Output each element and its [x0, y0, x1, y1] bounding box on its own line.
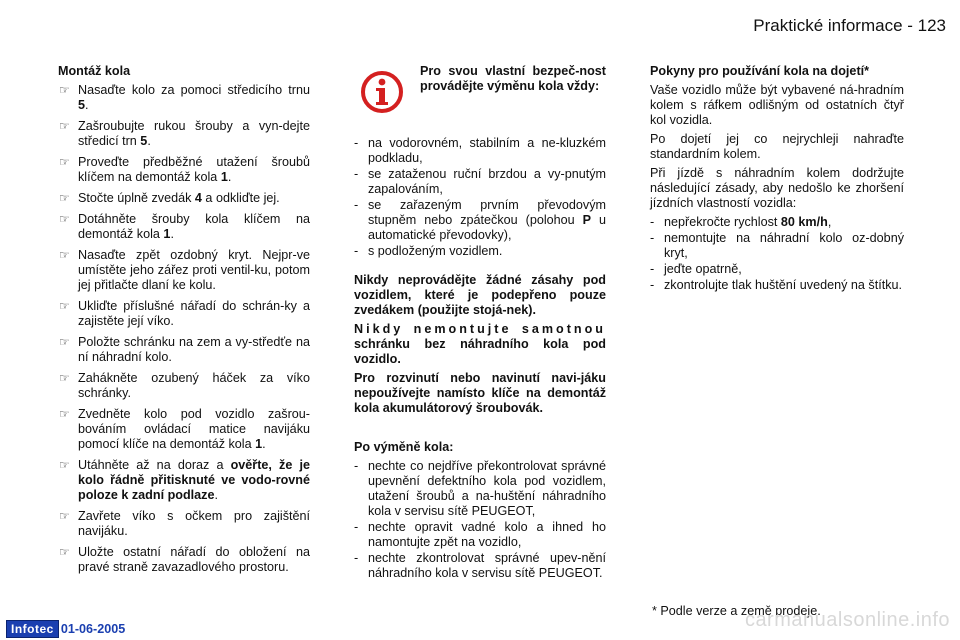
list-item: ☞ Nasaďte zpět ozdobný kryt. Nejpr-ve umístěte jeho zářez proti ventil-ku, potom jej přitlačte dlaní ke kolu.	[59, 248, 310, 292]
warning-block	[354, 64, 606, 130]
list-item: ☞ Zašroubujte rukou šrouby a vyn-dejte středicí trn 5.	[59, 119, 310, 148]
page-title: Praktické informace - 123	[753, 16, 946, 35]
pointing-hand-icon: ☞	[59, 299, 70, 313]
rules-list	[650, 215, 904, 293]
infotec-logo: Infotec	[6, 620, 59, 638]
list-item: ☞ Zvedněte kolo pod vozidlo zašrou-bováním ovládací matice navijáku pomocí klíče na demontáž kola 1.	[59, 407, 310, 451]
pointing-hand-icon: ☞	[59, 509, 70, 523]
warning-title: Pro svou vlastní bezpeč-nost provádějte výměnu kola vždy:	[420, 64, 606, 93]
pointing-hand-icon: ☞	[59, 458, 70, 472]
footer	[6, 620, 125, 638]
list-item: - zkontrolujte tlak huštění uvedený na štítku.	[650, 278, 903, 292]
section-title: Po výměně kola:	[354, 440, 454, 454]
list-item: ☞ Proveďte předběžné utažení šroubů klíčem na demontáž kola 1.	[59, 155, 310, 184]
list-item: - s podloženým vozidlem.	[354, 244, 503, 258]
list-item: ☞ Dotáhněte šrouby kola klíčem na demontáž kola 1.	[59, 212, 310, 241]
pointing-hand-icon: ☞	[59, 371, 70, 385]
pointing-hand-icon: ☞	[59, 335, 70, 349]
list-item: - na vodorovném, stabilním a ne-kluzkém podkladu,	[354, 136, 606, 165]
list-item: ☞ Utáhněte až na doraz a ověřte, že je kolo řádně přitisknuté ve vodo-rovné poloze k zadní podlaze.	[59, 458, 310, 502]
pointing-hand-icon: ☞	[59, 83, 70, 97]
list-item: - nechte zkontrolovat správné upev-nění náhradního kola v servisu sítě PEUGEOT.	[354, 551, 606, 580]
pointing-hand-icon: ☞	[59, 155, 70, 169]
list-item: ☞ Položte schránku na zem a vy-středťe na ní náhradní kolo.	[59, 335, 310, 364]
list-item: - nepřekročte rychlost 80 km/h,	[650, 215, 832, 229]
section-title: Montáž kola	[58, 64, 131, 78]
pointing-hand-icon: ☞	[59, 212, 70, 226]
pointing-hand-icon: ☞	[59, 407, 70, 421]
paragraph: Vaše vozidlo může být vybavené ná-hradním kolem s ráfkem odlišným od ostatních čtyř kol vozidla.	[650, 83, 904, 127]
info-icon	[360, 70, 404, 114]
list-item: - se zataženou ruční brzdou a vy-pnutým zapalováním,	[354, 167, 606, 196]
warning-text: Nikdy neprovádějte žádné zásahy pod vozidlem, které je podepřeno pouze zvedákem (použijte stojá-nek).	[354, 273, 606, 317]
list-item: ☞ Ukliďte příslušné nářadí do schrán-ky a zajistěte její víko.	[59, 299, 310, 328]
list-item: ☞ Nasaďte kolo za pomoci středicího trnu 5.	[59, 83, 310, 112]
list-item: - nemontujte na náhradní kolo oz-dobný kryt,	[650, 231, 904, 260]
pointing-hand-icon: ☞	[59, 248, 70, 262]
list-item: - nechte co nejdříve překontrolovat správné upevnění defektního kola pod vozidlem, utažení šroubů a na-huštění náhradního kola v servisu sítě PEUGEOT,	[354, 459, 606, 518]
steps-list	[58, 83, 310, 575]
list-item: ☞ Zavřete víko s očkem pro zajištění navijáku.	[59, 509, 310, 538]
warning-text: Nikdy nemontujte samotnou schránku bez náhradního kola pod vozidlo.	[354, 322, 606, 366]
spare-wheel-section	[650, 64, 904, 301]
footnote: * Podle verze a země prodeje.	[652, 604, 821, 618]
after-list	[354, 459, 606, 581]
paragraph: Po dojetí jej co nejrychleji nahraďte standardním kolem.	[650, 132, 904, 161]
safety-section	[354, 64, 606, 589]
list-item: ☞ Stočte úplně zvedák 4 a odkliďte jej.	[59, 191, 280, 205]
wheel-mounting-section	[58, 64, 310, 581]
conditions-list	[354, 136, 606, 259]
pointing-hand-icon: ☞	[59, 191, 70, 205]
pointing-hand-icon: ☞	[59, 545, 70, 559]
section-title: Pokyny pro používání kola na dojetí*	[650, 64, 870, 78]
warning-text: Pro rozvinutí nebo navinutí navi-jáku nepoužívejte namísto klíče na demontáž kola akumulátorový šroubovák.	[354, 371, 606, 415]
list-item: - nechte opravit vadné kolo a ihned ho namontujte zpět na vozidlo,	[354, 520, 606, 549]
watermark: carmanualsonline.info	[744, 609, 950, 631]
pointing-hand-icon: ☞	[59, 119, 70, 133]
list-item: ☞ Zahákněte ozubený háček za víko schránky.	[59, 371, 310, 400]
list-item: - se zařazeným prvním převodovým stupněm nebo zpátečkou (polohou P u automatické převodovky),	[354, 198, 606, 242]
edition-date: 01-06-2005	[60, 621, 126, 636]
paragraph: Při jízdě s náhradním kolem dodržujte následující zásady, aby nedošlo ke zhoršení jízdních vlastností vozidla:	[650, 166, 904, 210]
list-item: ☞ Uložte ostatní nářadí do obložení na pravé straně zavazadlového prostoru.	[59, 545, 310, 574]
list-item: - jeďte opatrně,	[650, 262, 742, 276]
